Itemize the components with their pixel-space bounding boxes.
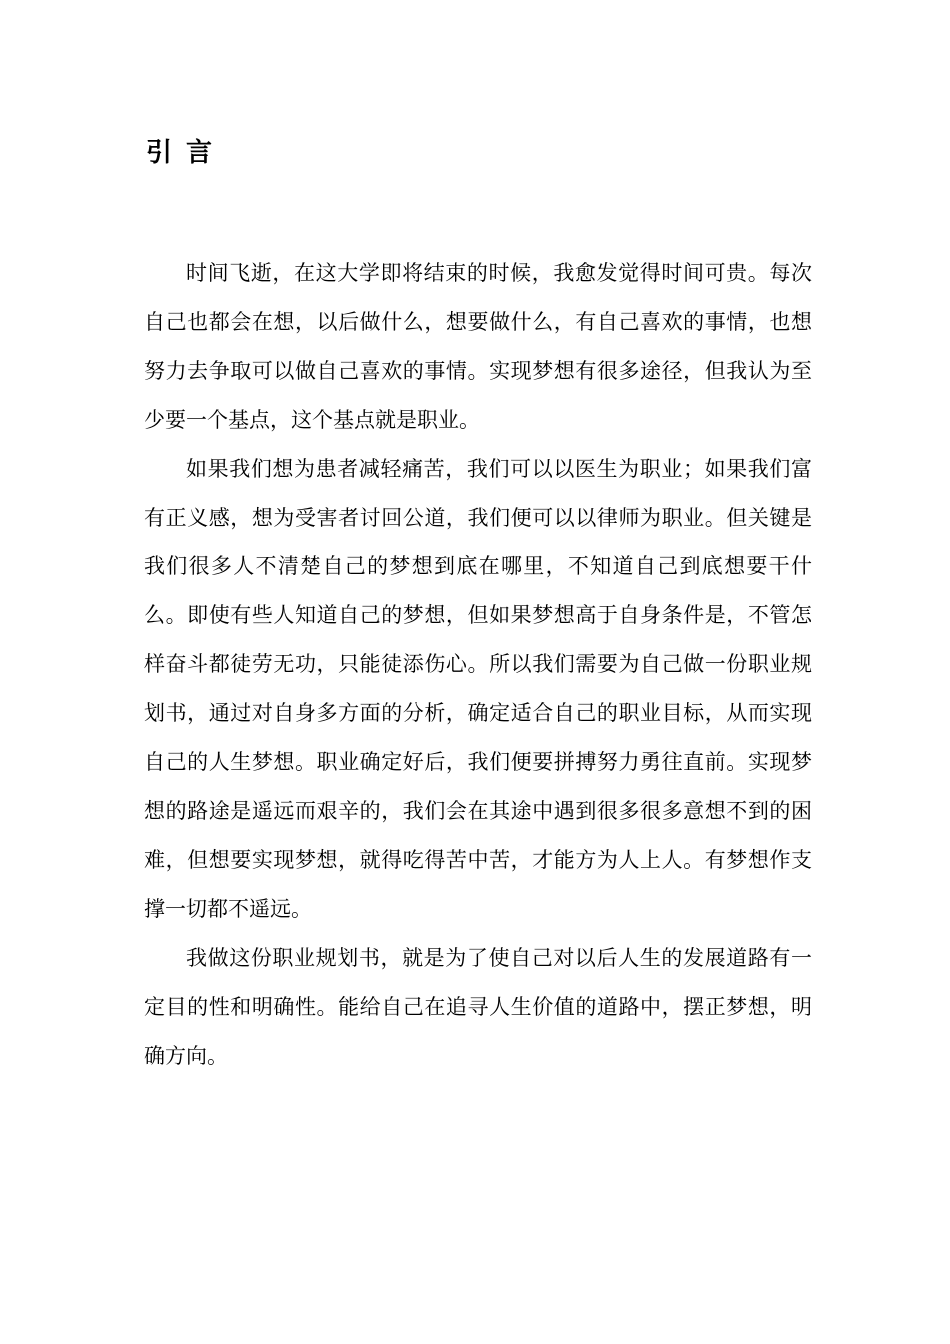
body-text bbox=[144, 249, 812, 1080]
paragraph-3: 我做这份职业规划书，就是为了使自己对以后人生的发展道路有一定目的性和明确性。能给自己在追寻人生价值的道路中，摆正梦想，明确方向。 bbox=[144, 945, 812, 1068]
page-title: 引言 bbox=[146, 138, 227, 168]
paragraph-2: 如果我们想为患者减轻痛苦，我们可以以医生为职业；如果我们富有正义感，想为受害者讨回公道，我们便可以以律师为职业。但关键是我们很多人不清楚自己的梦想到底在哪里，不知道自己到底想要干什么。即使有些人知道自己的梦想，但如果梦想高于自身条件是，不管怎样奋斗都徒劳无功，只能徒添伤心。所以我们需要为自己做一份职业规划书，通过对自身多方面的分析，确定适合自己的职业目标，从而实现自己的人生梦想。职业确定好后，我们便要拼搏努力勇往直前。实现梦想的路途是遥远而艰辛的，我们会在其途中遇到很多很多意想不到的困难，但想要实现梦想，就得吃得苦中苦，才能方为人上人。有梦想作支撑一切都不遥远。 bbox=[144, 456, 812, 921]
paragraph-1: 时间飞逝，在这大学即将结束的时候，我愈发觉得时间可贵。每次自己也都会在想，以后做什么，想要做什么，有自己喜欢的事情，也想努力去争取可以做自己喜欢的事情。实现梦想有很多途径，但我认为至少要一个基点，这个基点就是职业。 bbox=[144, 261, 812, 432]
